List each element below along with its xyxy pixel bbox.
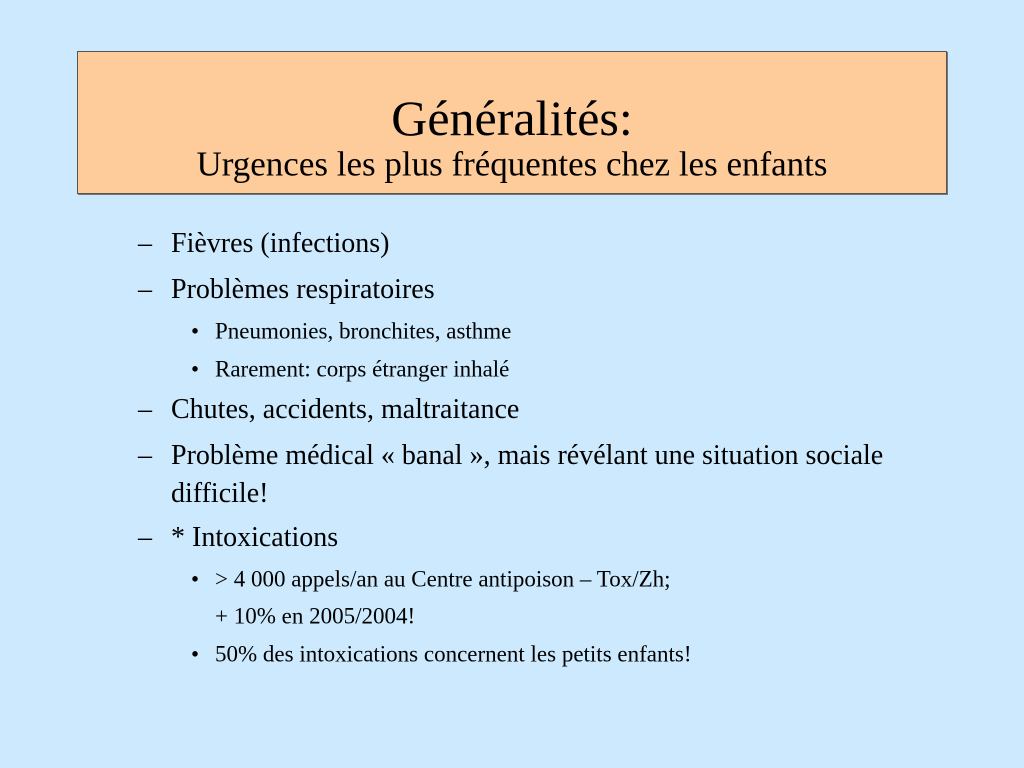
dash-marker: –: [138, 440, 152, 471]
dash-marker: –: [138, 274, 152, 305]
sub-list-item-text: 50% des intoxications concernent les petits enfants!: [215, 641, 692, 667]
list-item-text: Problèmes respiratoires: [171, 274, 435, 305]
sub-list-item-text: Rarement: corps étranger inhalé: [215, 356, 510, 382]
dash-marker: –: [138, 394, 152, 425]
slide-title: Généralités:: [391, 90, 633, 146]
bullet-marker: •: [191, 566, 200, 592]
sub-list-item-text: > 4 000 appels/an au Centre antipoison – Tox/Zh;: [215, 566, 671, 592]
list-item-text: Fièvres (infections): [171, 228, 390, 259]
list-item-text: Chutes, accidents, maltraitance: [171, 394, 520, 425]
sub-list-item-text: Pneumonies, bronchites, asthme: [215, 318, 512, 344]
list-item-text: Problème médical « banal », mais révélant une situation sociale difficile!: [171, 440, 884, 509]
slide-subtitle: Urgences les plus fréquentes chez les enfants: [196, 144, 828, 184]
bullet-marker: •: [191, 356, 200, 382]
bullet-marker: •: [191, 641, 200, 667]
sub-list-item-text: + 10% en 2005/2004!: [215, 603, 416, 629]
list-item-text: * Intoxications: [171, 522, 339, 553]
dash-marker: –: [138, 228, 152, 259]
bullet-marker: •: [191, 318, 200, 344]
dash-marker: –: [138, 522, 152, 553]
